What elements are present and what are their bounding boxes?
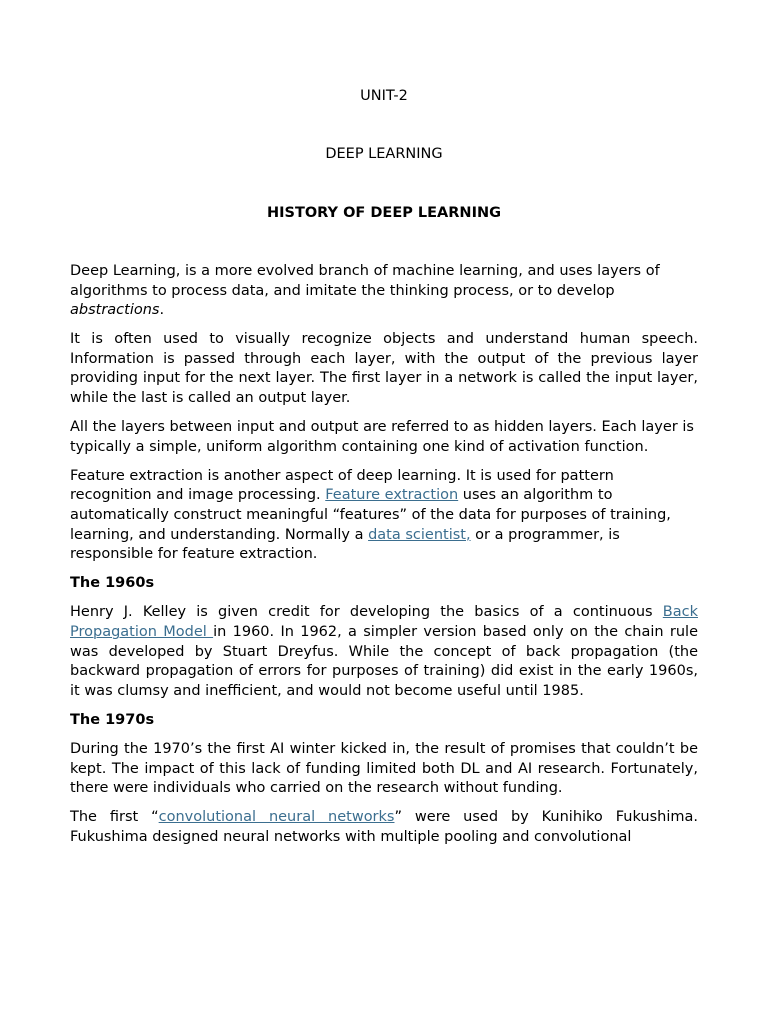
paragraph-intro [70, 262, 698, 321]
heading-1960s: The 1960s [70, 575, 155, 592]
paragraph-cnn-text-a: The first “ [70, 809, 159, 826]
document-body [70, 262, 698, 857]
heading-1970s: The 1970s [70, 711, 155, 728]
back-propagation-link[interactable]: Back Propagation Model [70, 604, 698, 640]
paragraph-hidden-layers: All the layers between input and output are referred to as hidden layers. Each layer is typically a simple, uniform algorithm containing one kind of activation function. [70, 419, 694, 455]
feature-extraction-text-c: or a programmer, is responsible for feature extraction. [70, 526, 620, 563]
convolutional-neural-networks-link[interactable]: convolutional neural networks [158, 809, 395, 826]
paragraph-1960s [70, 603, 698, 701]
paragraph-1970s-cnn [70, 808, 698, 847]
paragraph-usage: It is often used to visually recognize objects and understand human speech. Information is passed through each layer, with the output of the previous layer providing input for the next layer. The first layer in a network is called the input layer, while the last is called an output layer. [70, 331, 698, 407]
subject-title: DEEP LEARNING [325, 146, 443, 162]
paragraph-feature-extraction [70, 467, 698, 565]
paragraph-cnn-text-b: ” were used by Kunihiko Fukushima. Fukushima designed neural networks with multiple pooling and convolutional [70, 809, 698, 845]
abstractions-emphasis: abstractions [70, 302, 160, 319]
feature-extraction-text-b: uses an algorithm to automatically construct meaningful “features” of the data for purposes of training, learning, and understanding. Normally a [70, 487, 671, 543]
paragraph-1970s-ai-winter: During the 1970’s the first AI winter kicked in, the result of promises that couldn’t be kept. The impact of this lack of funding limited both DL and AI research. Fortunately, there were individuals who carried on the research without funding. [70, 740, 698, 797]
feature-extraction-link[interactable]: Feature extraction [325, 487, 459, 504]
unit-title: UNIT-2 [360, 88, 408, 104]
paragraph-intro-end: . [159, 302, 165, 319]
feature-extraction-text-a: Feature extraction is another aspect of deep learning. It is used for pattern recognition and image processing. [70, 467, 614, 504]
paragraph-1960s-text-a: Henry J. Kelley is given credit for developing the basics of a continuous [70, 604, 663, 621]
data-scientist-link[interactable]: data scientist, [368, 526, 471, 543]
paragraph-1960s-text-b: in 1960. In 1962, a simpler version based only on the chain rule was developed by Stuart Dreyfus. While the concept of back propagation (the backward propagation of errors for purposes of training) did exist in the early 1960s, it was clumsy and inefficient, and would not become useful until 1985. [70, 624, 698, 699]
section-title: HISTORY OF DEEP LEARNING [266, 205, 501, 221]
paragraph-intro-text: Deep Learning, is a more evolved branch of machine learning, and uses layers of algorithms to process data, and imitate the thinking process, or to develop [70, 263, 660, 299]
